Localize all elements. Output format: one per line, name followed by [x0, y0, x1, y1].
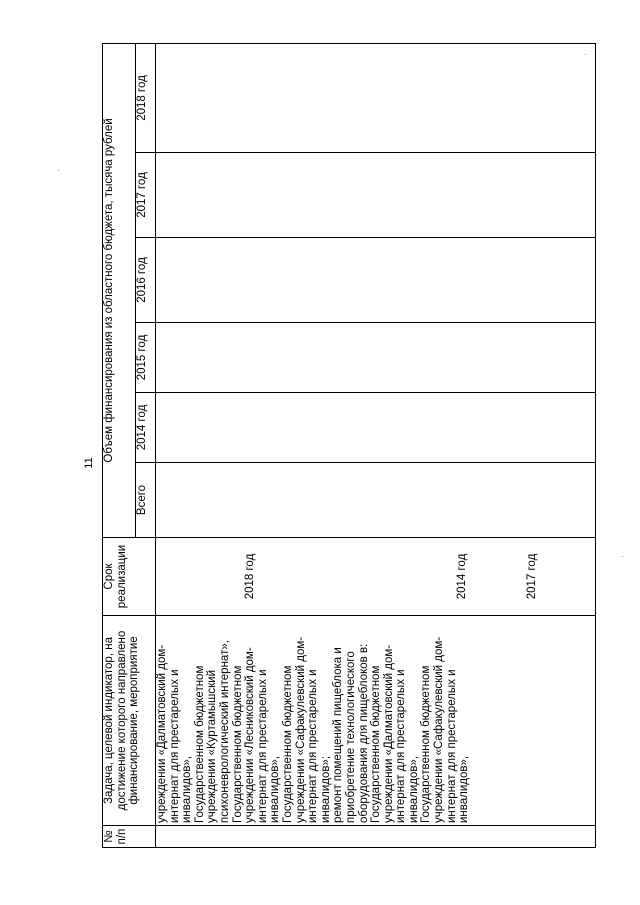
rotated-table-container	[102, 64, 597, 848]
subheader-total: Всего	[136, 463, 156, 538]
funding-table	[102, 43, 596, 848]
subheader-2016: 2016 год	[136, 238, 156, 323]
page-number: 11	[83, 457, 95, 469]
value-2016	[156, 238, 596, 323]
subheader-2018: 2018 год	[136, 43, 156, 152]
value-2017	[156, 153, 596, 238]
subheader-2015: 2015 год	[136, 323, 156, 393]
value-2014	[156, 393, 596, 463]
value-total	[156, 463, 596, 538]
term-2017: 2017 год	[526, 553, 538, 600]
value-2018	[156, 43, 596, 152]
scan-speck	[58, 170, 59, 171]
row-task: учреждении «Далматовский дом-интернат для престарелых и инвалидов», Государственном бюджетном учреждении «Куртамышский психоневрологический интернат», Государственном бюджетном учреждении «Лесниковский дом-интернат для престарелых и инвалидов», Государственном бюджетном учреждении «Сафакулевский дом-интернат для престарелых и инвалидов»; ремонт помещений пищеблока и приобретение технологического оборудования для пищеблоков в: Государственном бюджетном учреждении «Далматовский дом-интернат для престарелых и инвалидов», Государственном бюджетном учреждении «Сафакулевский дом-интернат для престарелых и инвалидов»,	[156, 616, 596, 826]
term-2018: 2018 год	[244, 553, 256, 600]
value-2015	[156, 323, 596, 393]
header-funding: Объем финансирования из областного бюджета, тысяча рублей	[103, 43, 136, 537]
subheader-2014: 2014 год	[136, 393, 156, 463]
header-num: № п/п	[103, 826, 156, 848]
header-term: Срок реализации	[103, 538, 156, 616]
row-term-cell	[156, 538, 596, 616]
row-num	[156, 826, 596, 848]
term-2014: 2014 год	[456, 553, 468, 600]
scan-speck	[622, 556, 623, 557]
subheader-2017: 2017 год	[136, 153, 156, 238]
header-task: Задача, целевой индикатор, на достижение которого направлено финансирование, мероприятие	[103, 616, 156, 826]
